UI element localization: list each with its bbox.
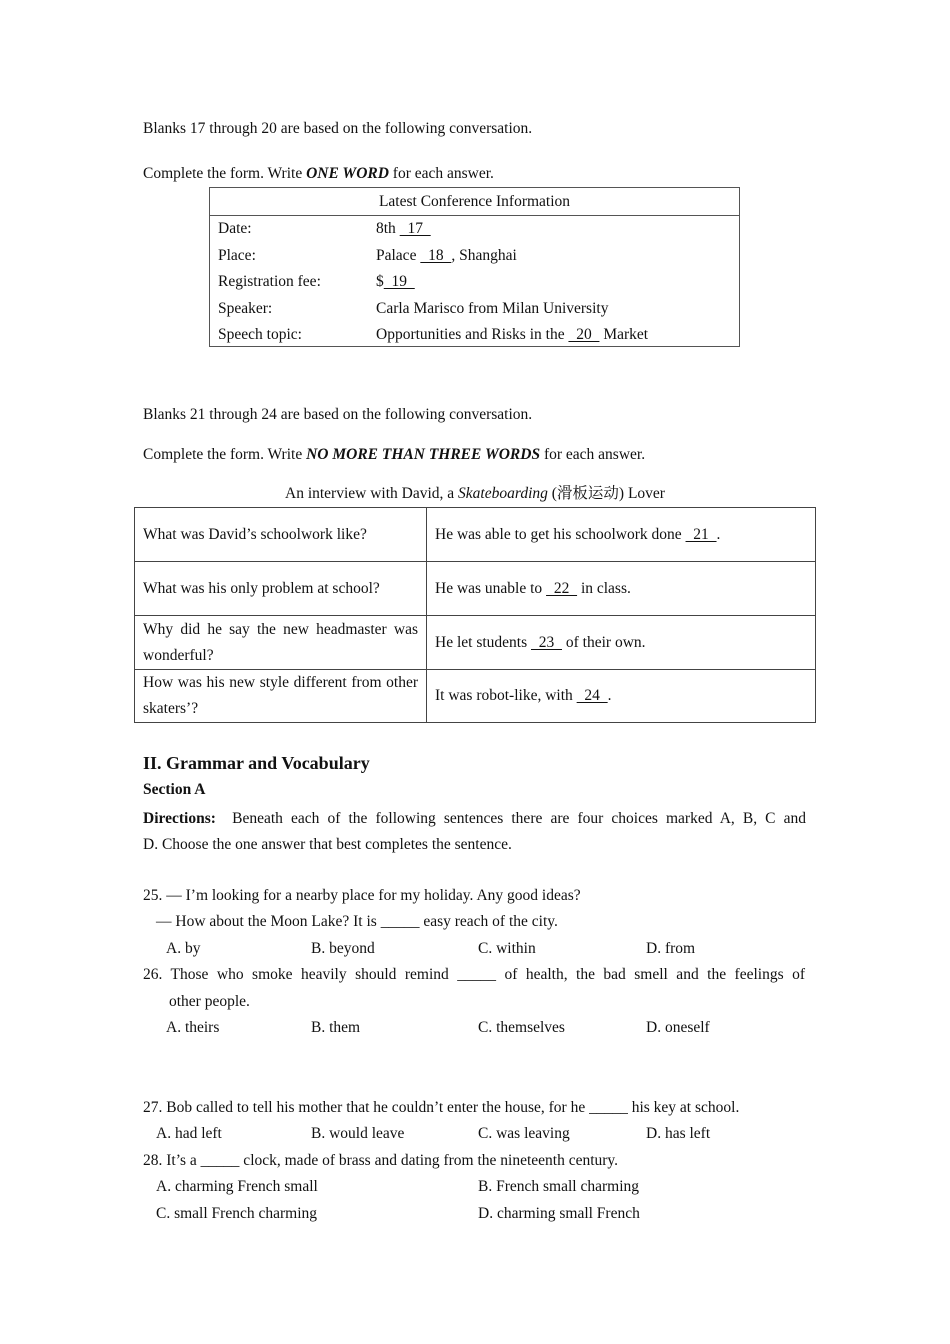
value-text: , Shanghai: [451, 246, 517, 264]
part2-instruction: [143, 445, 645, 465]
interview-table: [134, 507, 816, 723]
directions-text: Beneath each of the following sentences there are four choices marked A, B, C and: [215, 810, 806, 827]
directions-line-2: D. Choose the one answer that best completes the sentence.: [143, 836, 512, 853]
row-label: Speaker:: [218, 299, 273, 317]
question-cell: What was his only problem at school?: [135, 562, 427, 616]
answer-text: It was robot-like, with: [435, 687, 577, 704]
instruction-suffix: for each answer.: [540, 446, 646, 463]
title-emphasis: Skateboarding: [458, 485, 548, 502]
blank-17[interactable]: 17: [399, 220, 431, 237]
table-row: [210, 322, 739, 349]
answer-cell: [427, 508, 816, 562]
value-text: Carla Marisco from Milan University: [376, 299, 609, 317]
directions: [143, 806, 806, 858]
part2-intro: Blanks 21 through 24 are based on the following conversation.: [143, 406, 533, 423]
answer-text: He let students: [435, 633, 531, 651]
table-row: [135, 670, 816, 723]
row-value: [376, 243, 517, 270]
question-cell: How was his new style different from other skaters’?: [135, 670, 427, 723]
instruction-prefix: Complete the form. Write: [143, 165, 307, 182]
question-25-line-2: — How about the Moon Lake? It is _____ easy reach of the city.: [156, 913, 558, 930]
blank-21[interactable]: 21: [685, 525, 717, 543]
q25-option-c[interactable]: C. within: [478, 940, 536, 957]
blank-24[interactable]: 24: [576, 687, 608, 704]
row-label: Registration fee:: [218, 273, 321, 290]
blank-23[interactable]: 23: [531, 633, 562, 651]
table-row: [135, 616, 816, 670]
row-value: [376, 269, 415, 296]
part1-instruction: [143, 164, 494, 184]
question-cell: Why did he say the new headmaster was wonderful?: [135, 616, 427, 670]
blank-20[interactable]: 20: [568, 326, 600, 343]
value-text: Market: [599, 326, 649, 343]
table-row: [210, 296, 739, 323]
value-text: Opportunities and Risks in the: [376, 326, 569, 343]
blank-22[interactable]: 22: [546, 579, 578, 597]
q28-option-a[interactable]: A. charming French small: [156, 1178, 318, 1195]
answer-cell: [427, 562, 816, 616]
answer-text: of their own.: [562, 633, 646, 651]
row-value: [376, 296, 608, 323]
blank-18[interactable]: 18: [420, 246, 452, 264]
instruction-emphasis: ONE WORD: [306, 165, 389, 182]
q27-option-c[interactable]: C. was leaving: [478, 1125, 570, 1142]
table-row: [210, 216, 739, 243]
question-26-line-1: 26. Those who smoke heavily should remind _____ of health, the bad smell and the feelings of: [143, 966, 805, 983]
question-27: 27. Bob called to tell his mother that he couldn’t enter the house, for he _____ his key at school.: [143, 1099, 740, 1116]
table-row: [210, 243, 739, 270]
instruction-prefix: Complete the form. Write: [143, 446, 307, 463]
question-25-line-1: 25. — I’m looking for a nearby place for my holiday. Any good ideas?: [143, 887, 581, 904]
answer-text: He was able to get his schoolwork done: [435, 525, 686, 543]
row-label: Speech topic:: [218, 326, 302, 343]
blank-19[interactable]: 19: [383, 273, 415, 290]
conference-info-table: [209, 187, 740, 347]
q27-option-a[interactable]: A. had left: [156, 1125, 222, 1142]
q28-option-c[interactable]: C. small French charming: [156, 1205, 317, 1222]
value-text: $: [376, 273, 384, 290]
row-value: [376, 216, 431, 243]
value-text: Palace: [376, 246, 421, 264]
section-heading: II. Grammar and Vocabulary: [143, 753, 370, 773]
instruction-emphasis: NO MORE THAN THREE WORDS: [306, 446, 541, 463]
q26-option-b[interactable]: B. them: [311, 1019, 361, 1036]
value-text: 8th: [376, 220, 400, 237]
q27-option-d[interactable]: D. has left: [646, 1125, 711, 1142]
q25-option-d[interactable]: D. from: [646, 940, 696, 957]
q28-option-b[interactable]: B. French small charming: [478, 1178, 639, 1195]
row-value: [376, 322, 648, 349]
interview-table-title: [134, 484, 816, 504]
answer-text: He was unable to: [435, 579, 547, 597]
table-row: [210, 269, 739, 296]
conference-table-title: Latest Conference Information: [210, 188, 739, 216]
title-text: An interview with David, a: [285, 485, 459, 502]
answer-text: .: [716, 525, 721, 543]
directions-line-1: [143, 806, 806, 832]
section-subheading: Section A: [143, 781, 206, 798]
answer-text: .: [607, 687, 612, 704]
question-26-line-2: other people.: [169, 993, 250, 1010]
q27-option-b[interactable]: B. would leave: [311, 1125, 405, 1142]
q26-option-d[interactable]: D. oneself: [646, 1019, 710, 1036]
table-row: [135, 508, 816, 562]
q25-option-b[interactable]: B. beyond: [311, 940, 375, 957]
instruction-suffix: for each answer.: [388, 165, 494, 182]
question-28: 28. It’s a _____ clock, made of brass and dating from the nineteenth century.: [143, 1152, 619, 1169]
row-label: Place:: [218, 246, 256, 264]
q26-option-a[interactable]: A. theirs: [166, 1019, 220, 1036]
q26-option-c[interactable]: C. themselves: [478, 1019, 565, 1036]
title-text: (滑板运动) Lover: [547, 485, 665, 502]
table-row: [135, 562, 816, 616]
answer-cell: [427, 616, 816, 670]
q25-option-a[interactable]: A. by: [166, 940, 201, 957]
row-label: Date:: [218, 220, 252, 237]
part1-intro: Blanks 17 through 20 are based on the following conversation.: [143, 120, 533, 137]
answer-text: in class.: [577, 579, 631, 597]
directions-label: Directions:: [143, 810, 216, 827]
q28-option-d[interactable]: D. charming small French: [478, 1205, 640, 1222]
question-cell: What was David’s schoolwork like?: [135, 508, 427, 562]
answer-cell: [427, 670, 816, 723]
